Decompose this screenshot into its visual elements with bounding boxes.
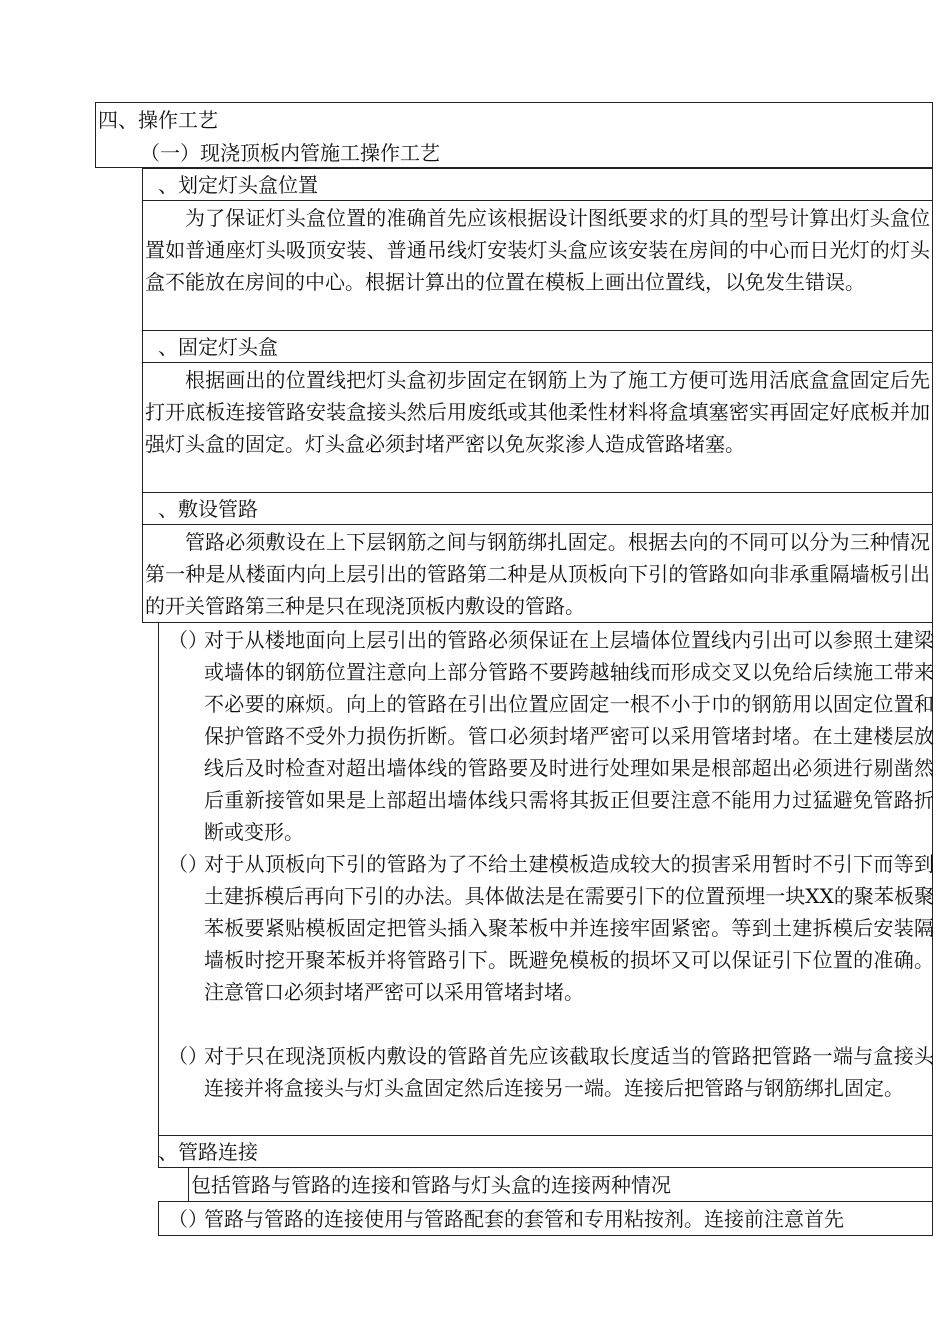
item-marker: （）: [168, 628, 208, 652]
step-3-heading-box: [142, 492, 933, 525]
step-2-heading: 、固定灯头盒: [158, 335, 278, 359]
list-item: [168, 848, 934, 1008]
step-1-body-box: [142, 200, 933, 331]
step-4-heading-box: [158, 1135, 933, 1168]
step-4-text: 包括管路与管路的连接和管路与灯头盒的连接两种情况: [191, 1173, 671, 1197]
item-text: 对于从楼地面向上层引出的管路必须保证在上层墙体位置线内引出可以参照土建梁或墙体的钢筋位置注意向上部分管路不要跨越轴线而形成交叉以免给后续施工带来不必要的麻烦。向上的管路在引出位置应固定一根不小于巾的钢筋用以固定位置和保护管路不受外力损伤折断。管口必须封堵严密可以采用管堵封堵。在土建楼层放线后及时检查对超出墙体线的管路要及时进行处理如果是根部超出必须进行剔凿然后重新接管如果是上部超出墙体线只需将其扳正但要注意不能用力过猛避免管路折断或变形。: [204, 628, 934, 844]
step-4-heading: 、管路连接: [158, 1140, 258, 1164]
section-title: 四、操作工艺: [98, 108, 218, 132]
step-3-text: 管路必须敷设在上下层钢筋之间与钢筋绑扎固定。根据去向的不同可以分为三种情况第一种是从楼面内向上层引出的管路第二种是从顶板向下引的管路如向非承重隔墙板引出的开关管路第三种是只在现浇顶板内敷设的管路。: [145, 530, 930, 618]
list-item: [168, 1203, 934, 1235]
step-1-heading: 、划定灯头盒位置: [158, 173, 318, 197]
step-2-text: 根据画出的位置线把灯头盒初步固定在钢筋上为了施工方便可选用活底盒盒固定后先打开底板连接管路安装盒接头然后用废纸或其他柔性材料将盒填塞密实再固定好底板并加强灯头盒的固定。灯头盒必须封堵严密以免灰浆渗人造成管路堵塞。: [145, 368, 930, 456]
item-text: 管路与管路的连接使用与管路配套的套管和专用粘按剂。连接前注意首先: [204, 1207, 844, 1231]
item-marker: （）: [168, 852, 208, 876]
item-text: 对于从顶板向下引的管路为了不给土建模板造成较大的损害采用暂时不引下而等到土建拆模后再向下引的办法。具体做法是在需要引下的位置预埋一块XX的聚苯板聚苯板要紧贴模板固定把管头插入聚苯板中并连接牢固紧密。等到土建拆模后安装隔墙板时挖开聚苯板并将管路引下。既避免模板的损坏又可以保证引下位置的准确。注意管口必须封堵严密可以采用管堵封堵。: [204, 852, 934, 1004]
step-2-body-box: [142, 362, 933, 493]
list-item: [168, 624, 934, 848]
item-text: 对于只在现浇顶板内敷设的管路首先应该截取长度适当的管路把管路一端与盒接头连接并将盒接头与灯头盒固定然后连接另一端。连接后把管路与钢筋绑扎固定。: [204, 1044, 934, 1100]
step-3-heading: 、敷设管路: [158, 497, 258, 521]
step-1-text: 为了保证灯头盒位置的准确首先应该根据设计图纸要求的灯具的型号计算出灯头盒位置如普通座灯头吸顶安装、普通吊线灯安装灯头盒应该安装在房间的中心而日光灯的灯头盒不能放在房间的中心。根据计算出的位置在模板上画出位置线，以免发生错误。: [145, 206, 930, 294]
subsection-title: （一）现浇顶板内管施工操作工艺: [140, 141, 440, 165]
list-item: [168, 1040, 934, 1104]
item-marker: （）: [168, 1044, 208, 1068]
item-marker: （）: [168, 1207, 208, 1231]
step-3-body-box: [142, 524, 933, 623]
